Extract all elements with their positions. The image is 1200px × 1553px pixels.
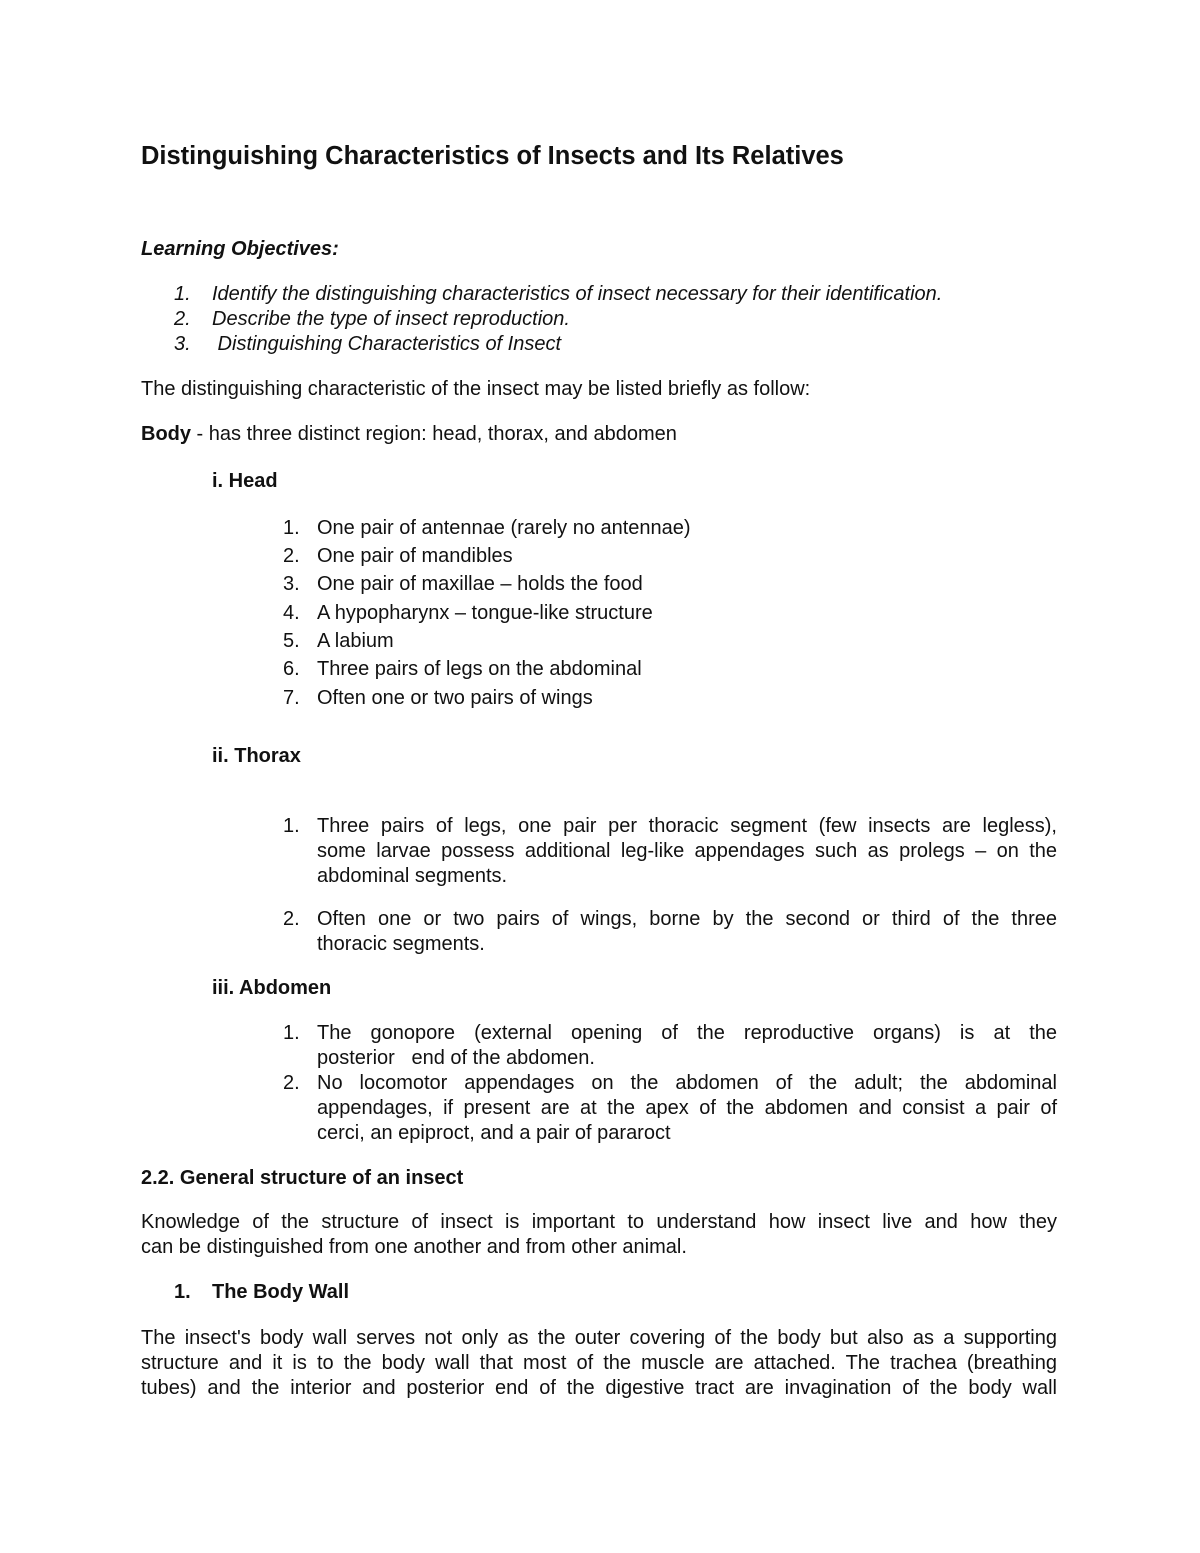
- body-line: [141, 422, 677, 447]
- head-item: One pair of maxillae – holds the food: [317, 573, 643, 595]
- head-item: Three pairs of legs on the abdominal: [317, 658, 642, 680]
- head-item: A hypopharynx – tongue-like structure: [317, 602, 653, 624]
- head-item: One pair of mandibles: [317, 545, 513, 567]
- head-item: A labium: [317, 630, 394, 652]
- abdomen-item-line: posterior end of the abdomen.: [317, 1047, 595, 1069]
- bodywall-heading: The Body Wall: [212, 1281, 350, 1303]
- general-paragraph-line: can be distinguished from one another and from other animal.: [141, 1236, 687, 1258]
- thorax-item-line: Three pairs of legs, one pair per thoracic segment (few insects are legless),: [317, 815, 1057, 837]
- objectives-heading: Learning Objectives:: [141, 238, 339, 260]
- abdomen-item-line: The gonopore (external opening of the reproductive organs) is at the: [317, 1022, 1057, 1044]
- thorax-item-number: 1.: [283, 815, 300, 837]
- head-item: Often one or two pairs of wings: [317, 687, 593, 709]
- section-heading: 2.2. General structure of an insect: [141, 1167, 464, 1189]
- objective-item: Identify the distinguishing characteristics of insect necessary for their identification.: [212, 283, 943, 305]
- body-label: Body: [141, 423, 191, 445]
- bodywall-paragraph-line: structure and it is to the body wall that most of the muscle are attached. The trachea (breathing: [141, 1352, 1057, 1374]
- general-paragraph-line: Knowledge of the structure of insect is important to understand how insect live and how they: [141, 1211, 1057, 1233]
- abdomen-item-number: 2.: [283, 1072, 300, 1094]
- head-item-number: 2.: [283, 545, 300, 567]
- bodywall-paragraph-line: The insect's body wall serves not only as the outer covering of the body but also as a supporting: [141, 1327, 1057, 1349]
- thorax-item-line: thoracic segments.: [317, 933, 485, 955]
- abdomen-item-line: cerci, an epiproct, and a pair of pararoct: [317, 1122, 671, 1144]
- thorax-item-line: some larvae possess additional leg-like appendages such as prolegs – on the: [317, 840, 1057, 862]
- head-item-number: 5.: [283, 630, 300, 652]
- thorax-item-number: 2.: [283, 908, 300, 930]
- page-title: Distinguishing Characteristics of Insects and Its Relatives: [141, 142, 844, 170]
- head-item-number: 6.: [283, 658, 300, 680]
- objective-item: Distinguishing Characteristics of Insect: [212, 333, 562, 355]
- head-heading: i. Head: [212, 470, 278, 492]
- head-item-number: 4.: [283, 602, 300, 624]
- abdomen-item-line: appendages, if present are at the apex of the abdomen and consist a pair of: [317, 1097, 1057, 1119]
- head-item-number: 1.: [283, 517, 300, 539]
- objective-item: Describe the type of insect reproduction.: [212, 308, 570, 330]
- bodywall-paragraph-line: tubes) and the interior and posterior end of the digestive tract are invagination of the body wall: [141, 1377, 1057, 1399]
- intro-paragraph: The distinguishing characteristic of the insect may be listed briefly as follow:: [141, 378, 811, 400]
- head-item-number: 3.: [283, 573, 300, 595]
- head-item: One pair of antennae (rarely no antennae): [317, 517, 691, 539]
- objective-number: 3.: [174, 333, 191, 355]
- body-text: - has three distinct region: head, thorax, and abdomen: [191, 423, 677, 445]
- abdomen-heading: iii. Abdomen: [212, 977, 332, 999]
- bodywall-number: 1.: [174, 1281, 191, 1303]
- abdomen-item-number: 1.: [283, 1022, 300, 1044]
- objective-number: 1.: [174, 283, 191, 305]
- thorax-heading: ii. Thorax: [212, 745, 301, 767]
- head-item-number: 7.: [283, 687, 300, 709]
- abdomen-item-line: No locomotor appendages on the abdomen of the adult; the abdominal: [317, 1072, 1057, 1094]
- thorax-item-line: Often one or two pairs of wings, borne by the second or third of the three: [317, 908, 1057, 930]
- objective-number: 2.: [174, 308, 191, 330]
- thorax-item-line: abdominal segments.: [317, 865, 508, 887]
